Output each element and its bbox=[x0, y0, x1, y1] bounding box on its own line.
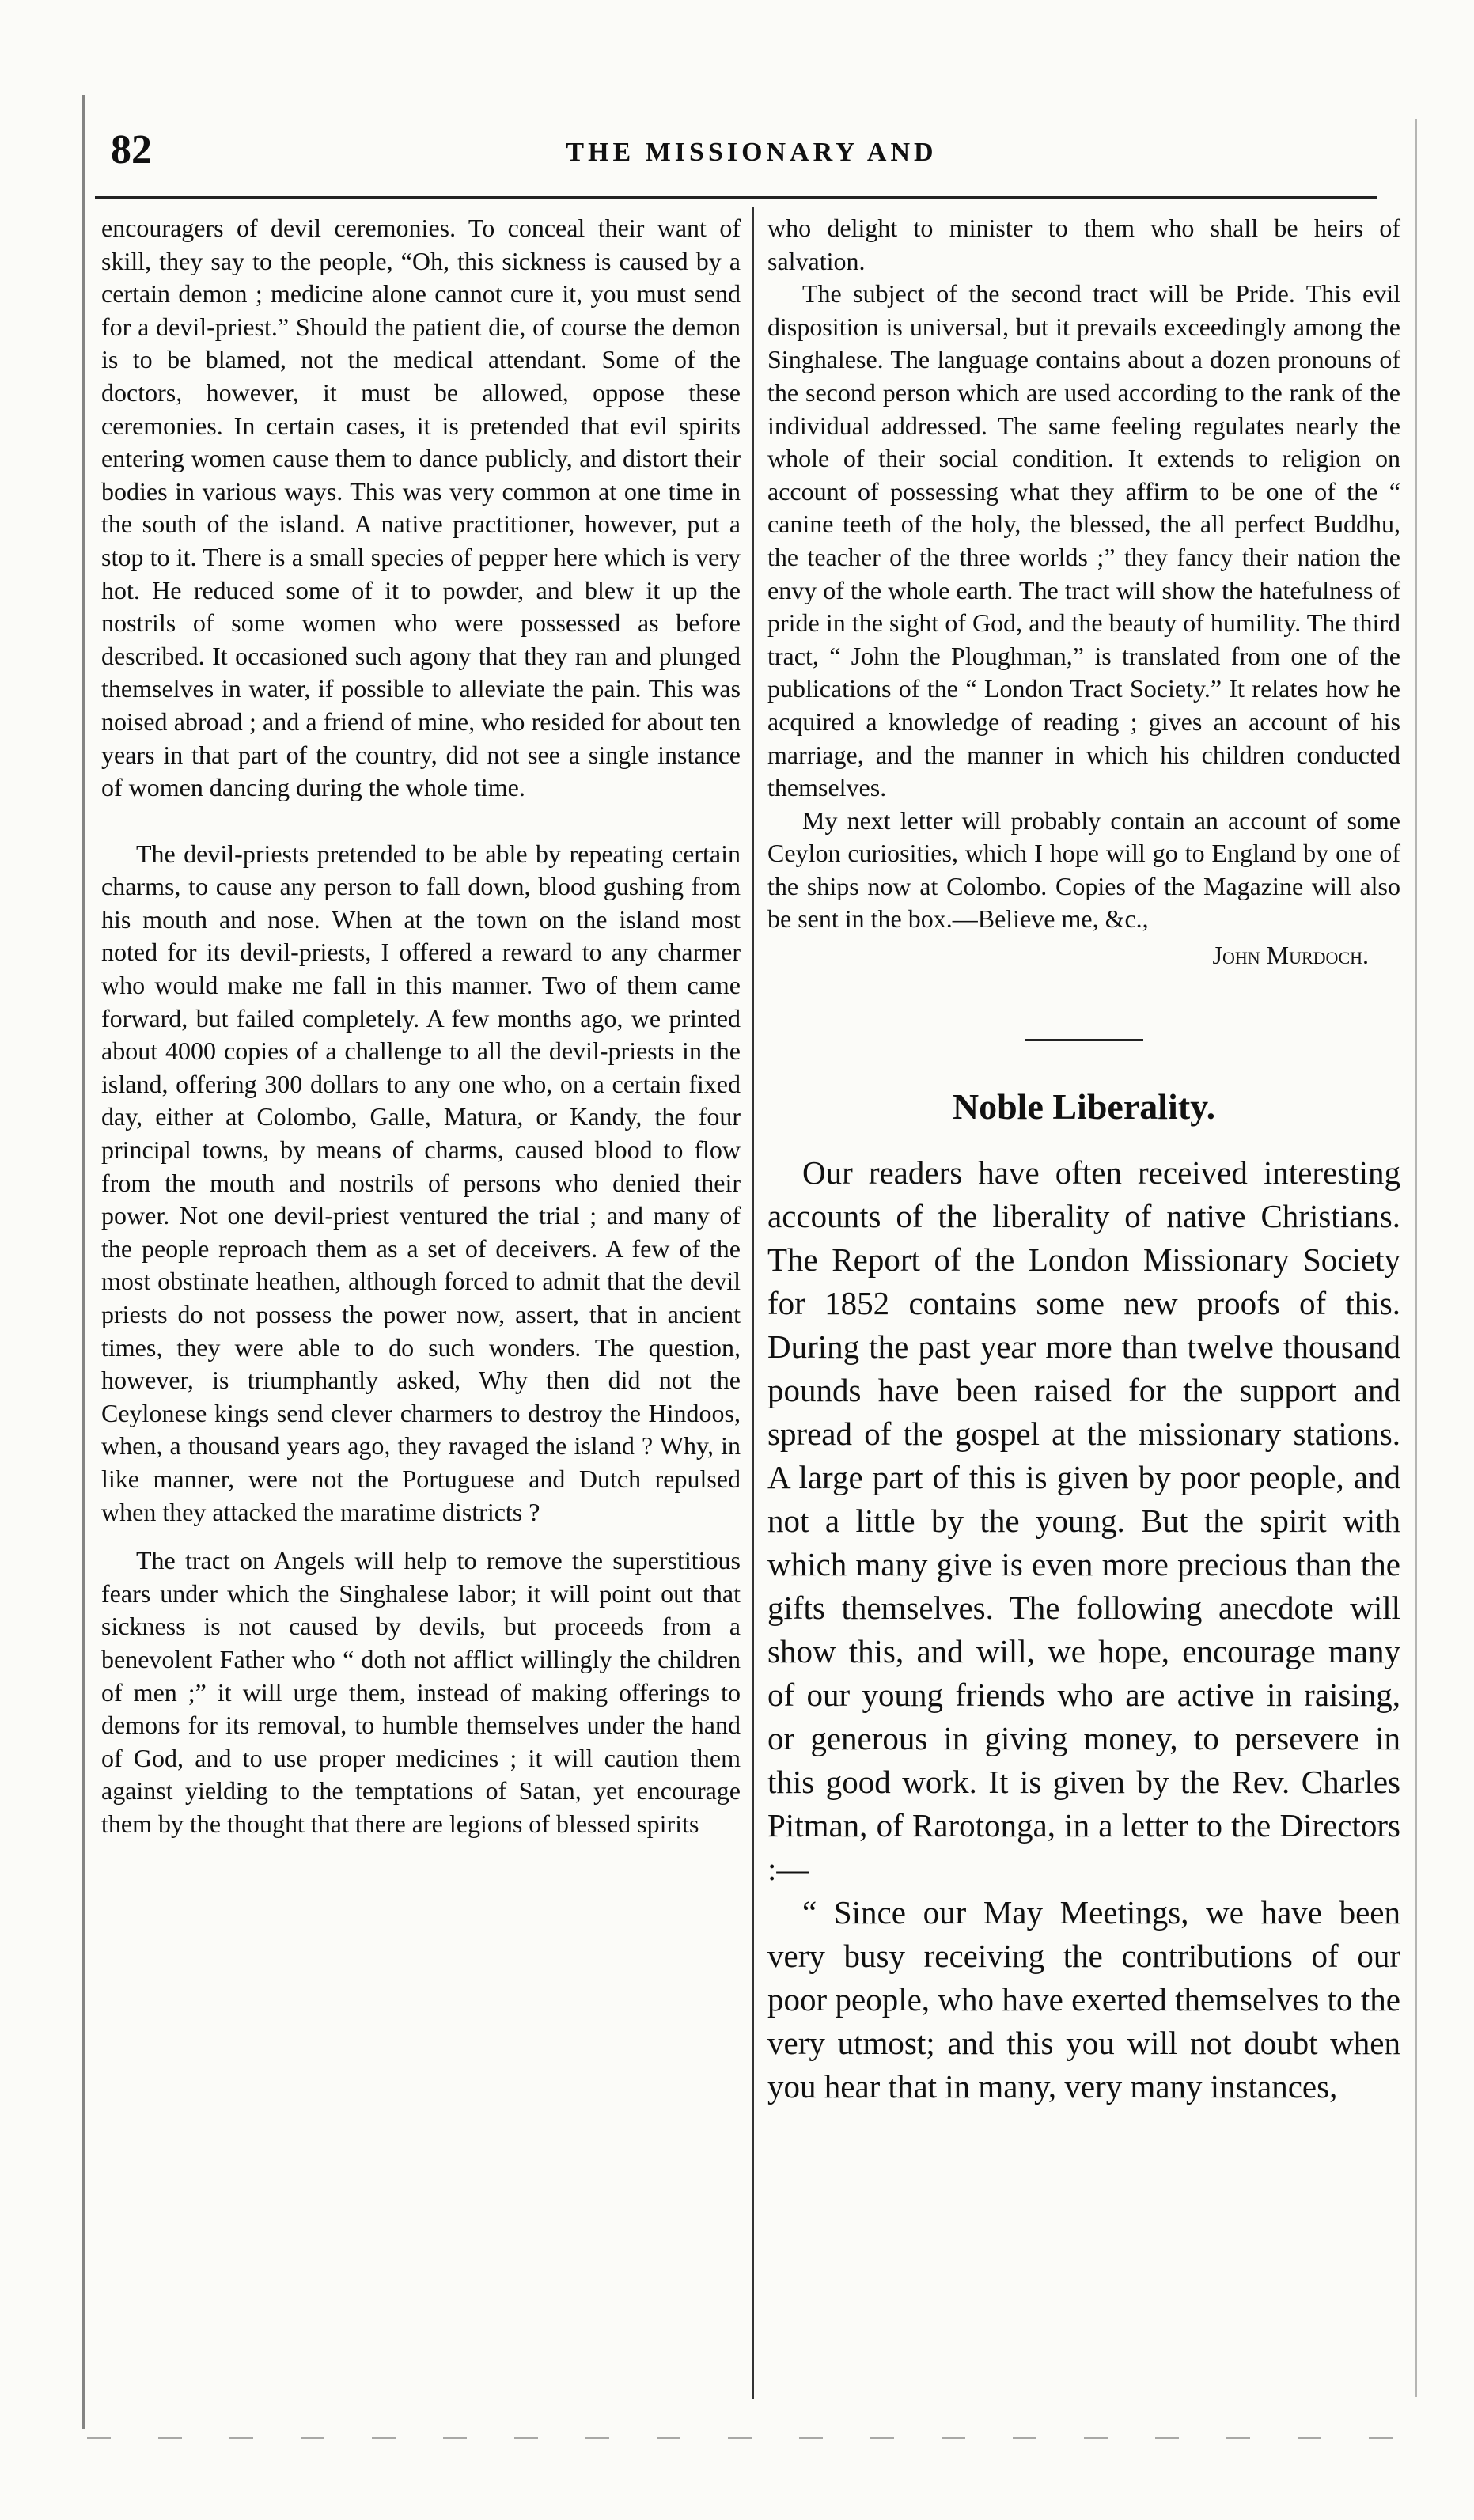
page-number: 82 bbox=[111, 127, 152, 172]
column-divider bbox=[752, 207, 754, 2399]
header-rule bbox=[95, 196, 1377, 199]
right-paragraph-2: The subject of the second tract will be Pride. This evil disposition is universal, but it prevails exceedingly among the Singhalese. The language contains about a dozen pronouns of the second person which are used according to the rank of the individual addressed. The same feeling regulates nearly the whole of their social condition. It extends to religion on account of possessing what they affirm to be one of the “ canine teeth of the holy, the blessed, the all perfect Buddhu, the teacher of the three worlds ;” they fancy their nation the envy of the whole earth. The tract will show the hatefulness of pride in the sight of God, and the beauty of humility. The third tract, “ John the Ploughman,” is translated from one of the publications of the “ London Tract Society.” It relates how he acquired a knowledge of reading ; gives an account of his marriage, and the manner in which his children conducted themselves. bbox=[767, 279, 1400, 802]
right-paragraph-3: My next letter will probably contain an account of some Ceylon curiosities, which I hope will go to England by one of the ships now at Colombo. Copies of the Magazine will also be sent in the box.—Believe me, &c., bbox=[767, 805, 1400, 934]
right-paragraph-1: who delight to minister to them who shall be heirs of salvation. bbox=[767, 214, 1400, 275]
page-header bbox=[95, 127, 1408, 182]
left-paragraph-1: encouragers of devil ceremonies. To conceal their want of skill, they say to the people, “Oh, this sickness is caused by a certain demon ; medicine alone cannot cure it, you must send for a devil-priest.” Should the patient die, of course the demon is to be blamed, not the medical attendant. Some of the doctors, however, it must be allowed, oppose these ceremonies. In certain cases, it is pretended that evil spirits entering women cause them to dance publicly, and distort their bodies in various ways. This was very common at one time in the south of the island. A native practitioner, however, put a stop to it. There is a small species of pepper here which is very hot. He reduced some of it to powder, and blew it up the nostrils of some women who were possessed as before described. It occasioned such agony that they ran and plunged themselves in water, if possible to alleviate the pain. This was noised abroad ; and a friend of mine, who resided for about ten years in that part of the country, did not see a single instance of women dancing during the whole time. bbox=[101, 214, 741, 802]
left-paragraph-2: The devil-priests pretended to be able by repeating certain charms, to cause any person to fall down, blood gushing from his mouth and nose. When at the town on the island most noted for its devil-priests, I offered a reward to any charmer who would make me fall in this manner. Two of them came forward, but failed completely. A few months ago, we printed about 4000 copies of a challenge to all the devil-priests in the island, offering 300 dollars to any one who, on a certain fixed day, either at Colombo, Galle, Matura, or Kandy, the four principal towns, by means of charms, caused blood to flow from the mouth and nostrils of persons who denied their power. Not one devil-priest ventured the trial ; and many of the people reproach them as a set of deceivers. A few of the most obstinate heathen, although forced to admit that the devil priests do not possess the power now, assert, that in ancient times, they were able to do such wonders. The question, however, is triumphantly asked, Why then did not the Ceylonese kings send clever charmers to destroy the Hindoos, when, a thousand years ago, they ravaged the island ? Why, in like manner, were not the Portuguese and Dutch repulsed when they attacked the maratime districts ? bbox=[101, 839, 741, 1526]
right-column bbox=[767, 212, 1400, 2109]
section-title: Noble Liberality. bbox=[952, 1086, 1216, 1127]
left-paragraph-3: The tract on Angels will help to remove the superstitious fears under which the Singhalese labor; it will point out that sickness is not caused by devils, but proceeds from a benevolent Father who “ doth not afflict willingly the children of men ;” it will urge them, instead of making offerings to demons for its removal, to humble themselves under the hand of God, and to use proper medicines ; it will caution them against yielding to the temptations of Satan, yet encourage them by the thought that there are legions of blessed spirits bbox=[101, 1546, 741, 1838]
bottom-edge-marks bbox=[87, 2437, 1416, 2439]
running-title: THE MISSIONARY AND bbox=[566, 138, 938, 167]
page-edge-right bbox=[1415, 119, 1417, 2397]
right-paragraph-4: Our readers have often received interesting accounts of the liberality of native Christians. The Report of the London Missionary Society for 1852 contains some new proofs of this. During the past year more than twelve thousand pounds have been raised for the support and spread of the gospel at the missionary stations. A large part of this is given by poor people, and not a little by the young. But the spirit with which many give is even more precious than the gifts themselves. The following anecdote will show this, and will, we hope, encourage many of our young friends who are active in raising, or generous in giving money, to persevere in this good work. It is given by the Rev. Charles Pitman, of Rarotonga, in a letter to the Directors :— bbox=[767, 1154, 1400, 1888]
section-separator bbox=[1025, 1039, 1143, 1041]
left-column bbox=[101, 212, 741, 1841]
page-edge-left bbox=[82, 95, 85, 2429]
right-paragraph-5: “ Since our May Meetings, we have been very busy receiving the contributions of our poor people, who have exerted themselves to the very utmost; and this you will not doubt when you hear that in many, very many instances, bbox=[767, 1894, 1400, 2105]
signature: John Murdoch. bbox=[1212, 941, 1369, 970]
